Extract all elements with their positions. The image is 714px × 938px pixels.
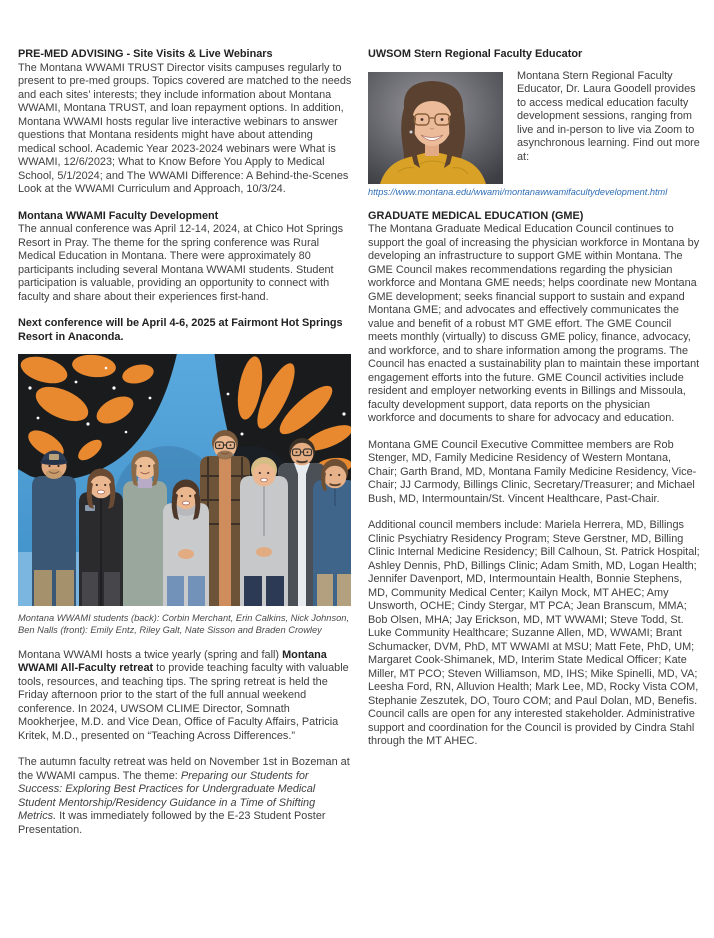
gme-heading: GRADUATE MEDICAL EDUCATION (GME) (368, 209, 584, 222)
headshot-illustration (368, 72, 503, 184)
student-figure (313, 459, 351, 606)
faculty-development-body: The annual conference was April 12-14, 2024, at Chico Hot Springs Resort in Pray. The theme for the spring conference was Rural Medical Education in Montana. There were approximately 80 participants including several Montana WWAMI students. Student participation is valuable, providing an opportunity to connect with faculty and share about their experiences first-hand. (18, 223, 344, 303)
autumn-text: The autumn faculty retreat was held on November 1st in Bozeman at the WWAMI campus. The theme: (18, 756, 350, 782)
autumn-text-cont: It was immediately followed by the E-23 Student Poster Presentation. (18, 810, 326, 836)
next-conference-note: Next conference will be April 4-6, 2025 at Fairmont Hot Springs Resort in Anaconda. (18, 317, 343, 343)
retreat-bold-text: Montana WWAMI All-Faculty retreat (18, 648, 327, 675)
gme-overview-paragraph: The Montana Graduate Medical Education Council continues to support the goal of increasing the physician workforce in Montana by developing an infrastructure to support GME within Montana. The GME Council makes recommendations regarding the physician workforce and Montana GME needs; helps coordinate new Montana GME development; seeks financial support to sustain and expand Montana GME; and advocates and effectively communicates the value and benefit of a robust MT GME effort. The GME Council meets monthly (virtually) to discuss GME policy, finance, advocacy, and workforce, and to share information among the programs. The Council has enacted a sustainability plan to maintain these important engagement efforts into the future. GME Council activities include resident and employer networking events in Billings and Missoula, faculty development support, data reports on the physician workforce and documents to share for advocacy and education. (368, 223, 700, 424)
faculty-development-heading: Montana WWAMI Faculty Development (18, 209, 219, 222)
premed-heading: PRE-MED ADVISING - Site Visits & Live Webinars (18, 48, 273, 60)
retreat-paragraph (18, 649, 352, 744)
stern-heading: UWSOM Stern Regional Faculty Educator (368, 48, 583, 60)
retreat-text: Montana WWAMI hosts a twice yearly (spring and fall) (18, 648, 283, 661)
stern-body: Montana Stern Regional Faculty Educator, Dr. Laura Goodell provides to access medical education faculty development sessions, ranging from live and in-person to live via Zoom to asynchronous learning. Find out more at: (517, 69, 700, 163)
gme-members-paragraph: Additional council members include: Mariela Herrera, MD, Billings Clinic Psychiatry Residency Program; Steve Gerstner, MD, Billing Clinic Internal Medicine Residency; Bill Calhoun, St. Patrick Hospital; Ashley Dennis, PhD, Billings Clinic; Adam Smith, MD, Logan Health; Jennifer Davenport, MD, Intermountain Health, Bonnie Stephens, MD, Community Medical Center; Kailyn Mock, MT AHEC; Amy Unsworth, OCHE; Cindy Stergar, MT PCA; Jean Branscum, MMA; Bob Olsen, MHA; Jay Erickson, MD, MT WWAMI; Steve Todd, St. Luke Community Healthcare; Suzanne Allen, MD, WWAMI; Brant Schumacker, DVM, PhD, MT WWAMI at MSU; Matt Fete, PhD, UM; Margaret Cook-Shimanek, MD, Interim State Medical Officer; Kate Miller, MT PCO; Steven Williamson, MD, IHS; Mike Spinelli, MD, VA; Leesha Ford, RN, Alluvion Health; Mark Lee, MD, Rocky Vista COM, Stephanie Zeszutek, DO, Touro COM; and Paul Dolan, MD, Benefis. Council calls are open for any interested stakeholder. Administrative support and coordination for the Council is provided by Cindra Stahl through the MT AHEC. (368, 519, 700, 747)
left-column (18, 48, 352, 938)
stern-section (368, 70, 700, 165)
premed-body: The Montana WWAMI TRUST Director visits campuses regularly to present to pre-med groups. Topics covered are matched to the needs and each sites’ interests; they include information about Montana WWAMI, Montana TRUST, and loan repayment options. In addition, Montana WWAMI hosts regular live interactive webinars to answer questions that Montana residents might have about attending medical school. Academic Year 2023-2024 webinars were What is WWAMI, 12/6/2023; What to Know Before You Apply to Medical School, 5/1/2024; and The WWAMI Difference: A Behind-the-Scenes Look at the WWAMI Curriculum and Approach, 10/3/24. (18, 61, 352, 195)
retreat-text-cont: to provide teaching faculty with valuable tools, resources, and teaching tips. The spring retreat is held the Friday afternoon prior to the start of the full annual weekend conference. In 2024, UWSOM CLIME Director, Somnath Mookherjee, M.D. and Vice Dean, Office of Faculty Affairs, Patricia Kritek, M.D., presented on “Teaching Across Differences.” (18, 662, 349, 742)
group-photo-illustration (18, 354, 351, 606)
right-column (368, 48, 700, 938)
group-photo (18, 354, 351, 606)
headshot-photo (368, 72, 503, 184)
autumn-theme-title: Preparing our Students for Success: Exploring Best Practices for Undergraduate Medical Student Mentorship/Residency Guidance in a Time of Shifting Metrics. (18, 769, 316, 823)
student-figure (240, 457, 288, 606)
group-photo-caption: Montana WWAMI students (back): Corbin Merchant, Erin Calkins, Nick Johnson, Ben Nalls (front): Emily Entz, Riley Galt, Nate Sisson and Braden Crowley (18, 613, 350, 636)
faculty-development-link[interactable]: https://www.montana.edu/wwami/montanawwamifacultydevelopment.html (368, 186, 668, 197)
gme-executive-paragraph: Montana GME Council Executive Committee members are Rob Stenger, MD, Family Medicine Residency of Western Montana, Chair; Garth Brand, MD, Montana Family Medicine Residency, Vice-Chair; JJ Carmody, Billings Clinic, Secretary/Treasurer; and Michael Bush, MD, Intermountain/St. Vincent Healthcare, Past-Chair. (368, 438, 697, 505)
autumn-retreat-paragraph (18, 756, 352, 837)
